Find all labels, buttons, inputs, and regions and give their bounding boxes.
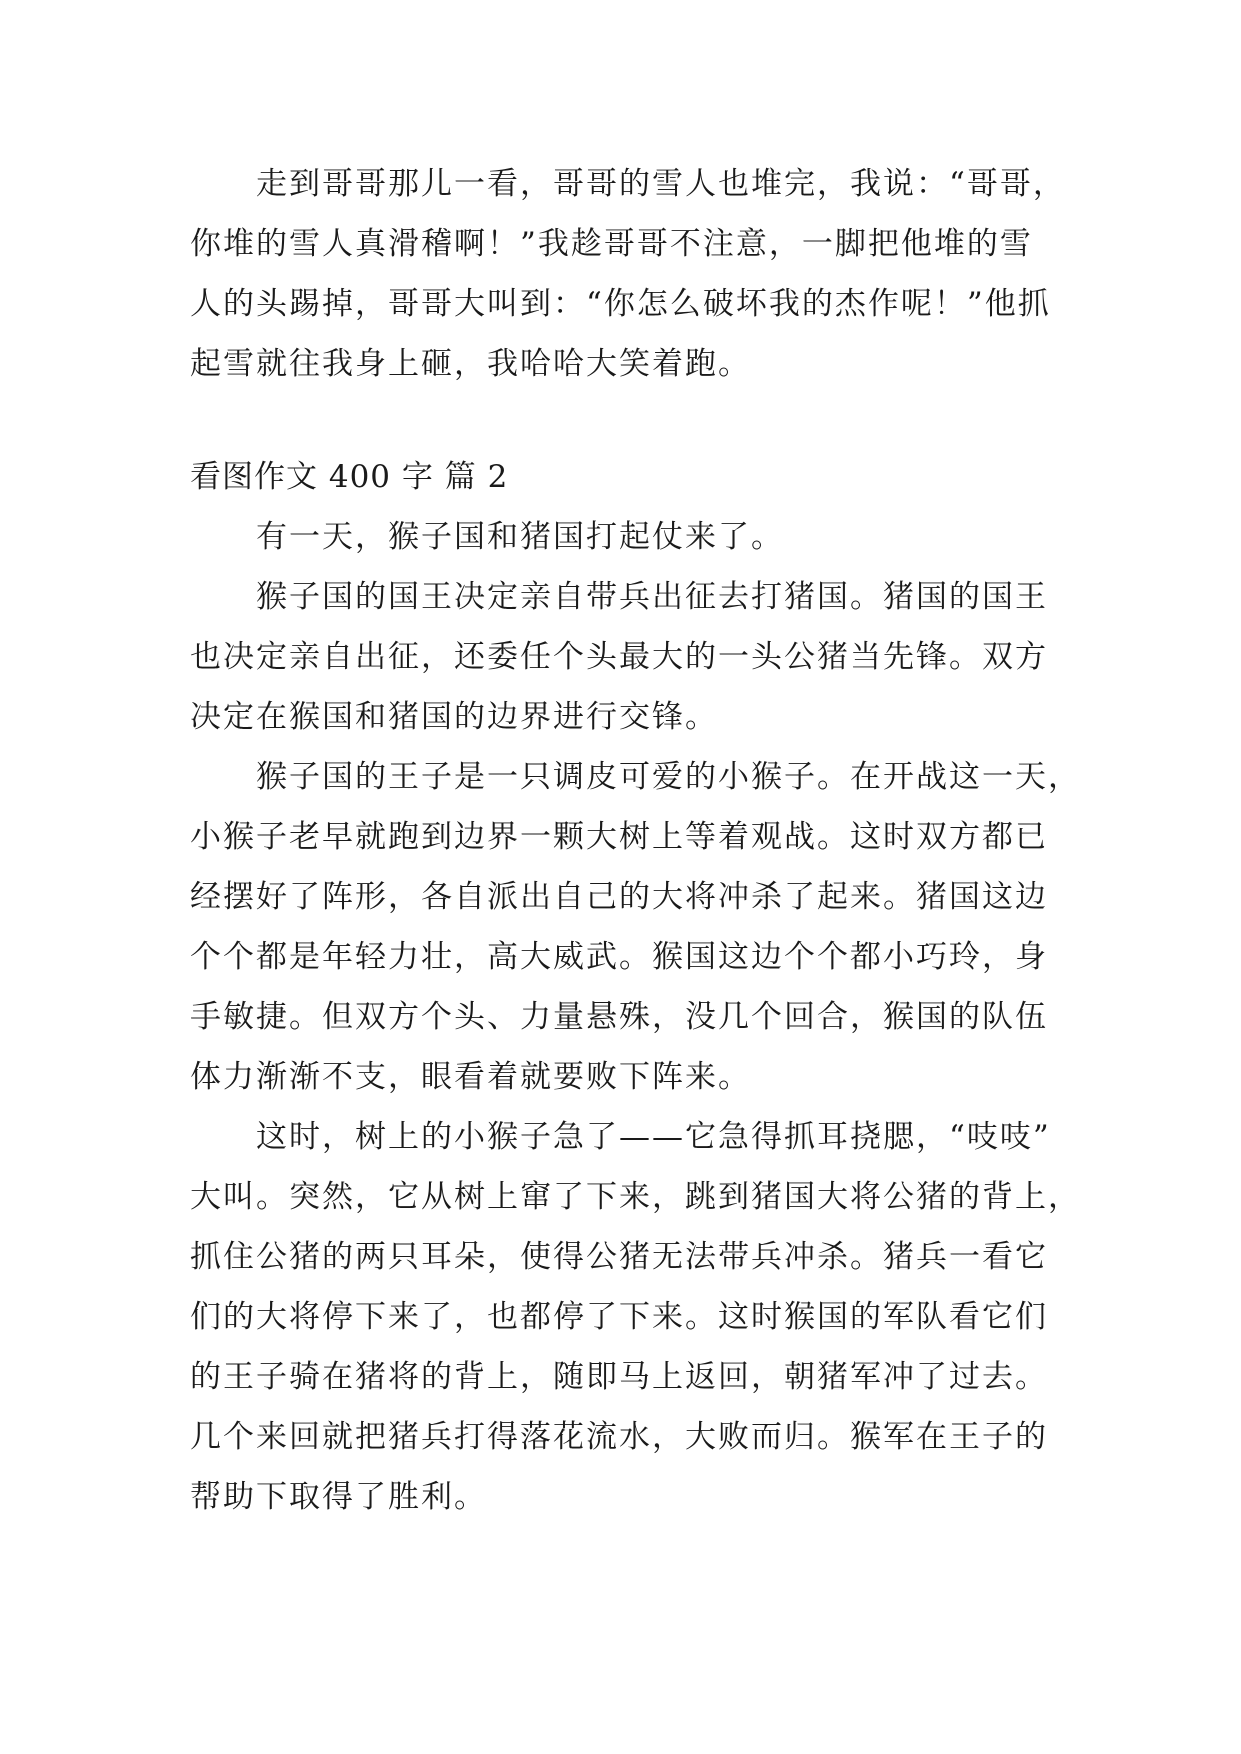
text-line: 手敏捷。但双方个头、力量悬殊，没几个回合，猴国的队伍 [190,999,1048,1035]
text-line: 们的大将停下来了，也都停了下来。这时猴国的军队看它们 [190,1299,1048,1335]
text-line: 体力渐渐不支，眼看着就要败下阵来。 [190,1059,751,1095]
text-line: 经摆好了阵形，各自派出自己的大将冲杀了起来。猪国这边 [190,879,1048,915]
text-line: 几个来回就把猪兵打得落花流水，大败而归。猴军在王子的 [190,1419,1048,1455]
text-line: 决定在猴国和猪国的边界进行交锋。 [190,699,718,735]
text-line: 大叫。突然，它从树上窜了下来，跳到猪国大将公猪的背上， [190,1179,1081,1215]
text-line: 帮助下取得了胜利。 [190,1479,487,1515]
section-heading: 看图作文 400 字 篇 2 [190,459,509,495]
text-line: 你堆的雪人真滑稽啊！”我趁哥哥不注意，一脚把他堆的雪 [190,226,1033,262]
text-line: 猴子国的王子是一只调皮可爱的小猴子。在开战这一天， [256,759,1081,795]
text-line: 这时，树上的小猴子急了——它急得抓耳挠腮，“吱吱” [256,1119,1051,1155]
text-line: 走到哥哥那儿一看，哥哥的雪人也堆完，我说：“哥哥， [256,166,1066,202]
paragraph-snowman [190,154,1066,394]
text-line: 有一天，猴子国和猪国打起仗来了。 [256,519,784,555]
text-line: 起雪就往我身上砸，我哈哈大笑着跑。 [190,346,751,382]
text-line: 人的头踢掉，哥哥大叫到：“你怎么破坏我的杰作呢！”他抓 [190,286,1051,322]
essay-body [190,507,1081,1527]
text-line: 的王子骑在猪将的背上，随即马上返回，朝猪军冲了过去。 [190,1359,1048,1395]
text-line: 也决定亲自出征，还委任个头最大的一头公猪当先锋。双方 [190,639,1048,675]
text-line: 个个都是年轻力壮，高大威武。猴国这边个个都小巧玲，身 [190,939,1048,975]
text-line: 抓住公猪的两只耳朵，使得公猪无法带兵冲杀。猪兵一看它 [190,1239,1048,1275]
text-line: 猴子国的国王决定亲自带兵出征去打猪国。猪国的国王 [256,579,1048,615]
text-line: 小猴子老早就跑到边界一颗大树上等着观战。这时双方都已 [190,819,1048,855]
